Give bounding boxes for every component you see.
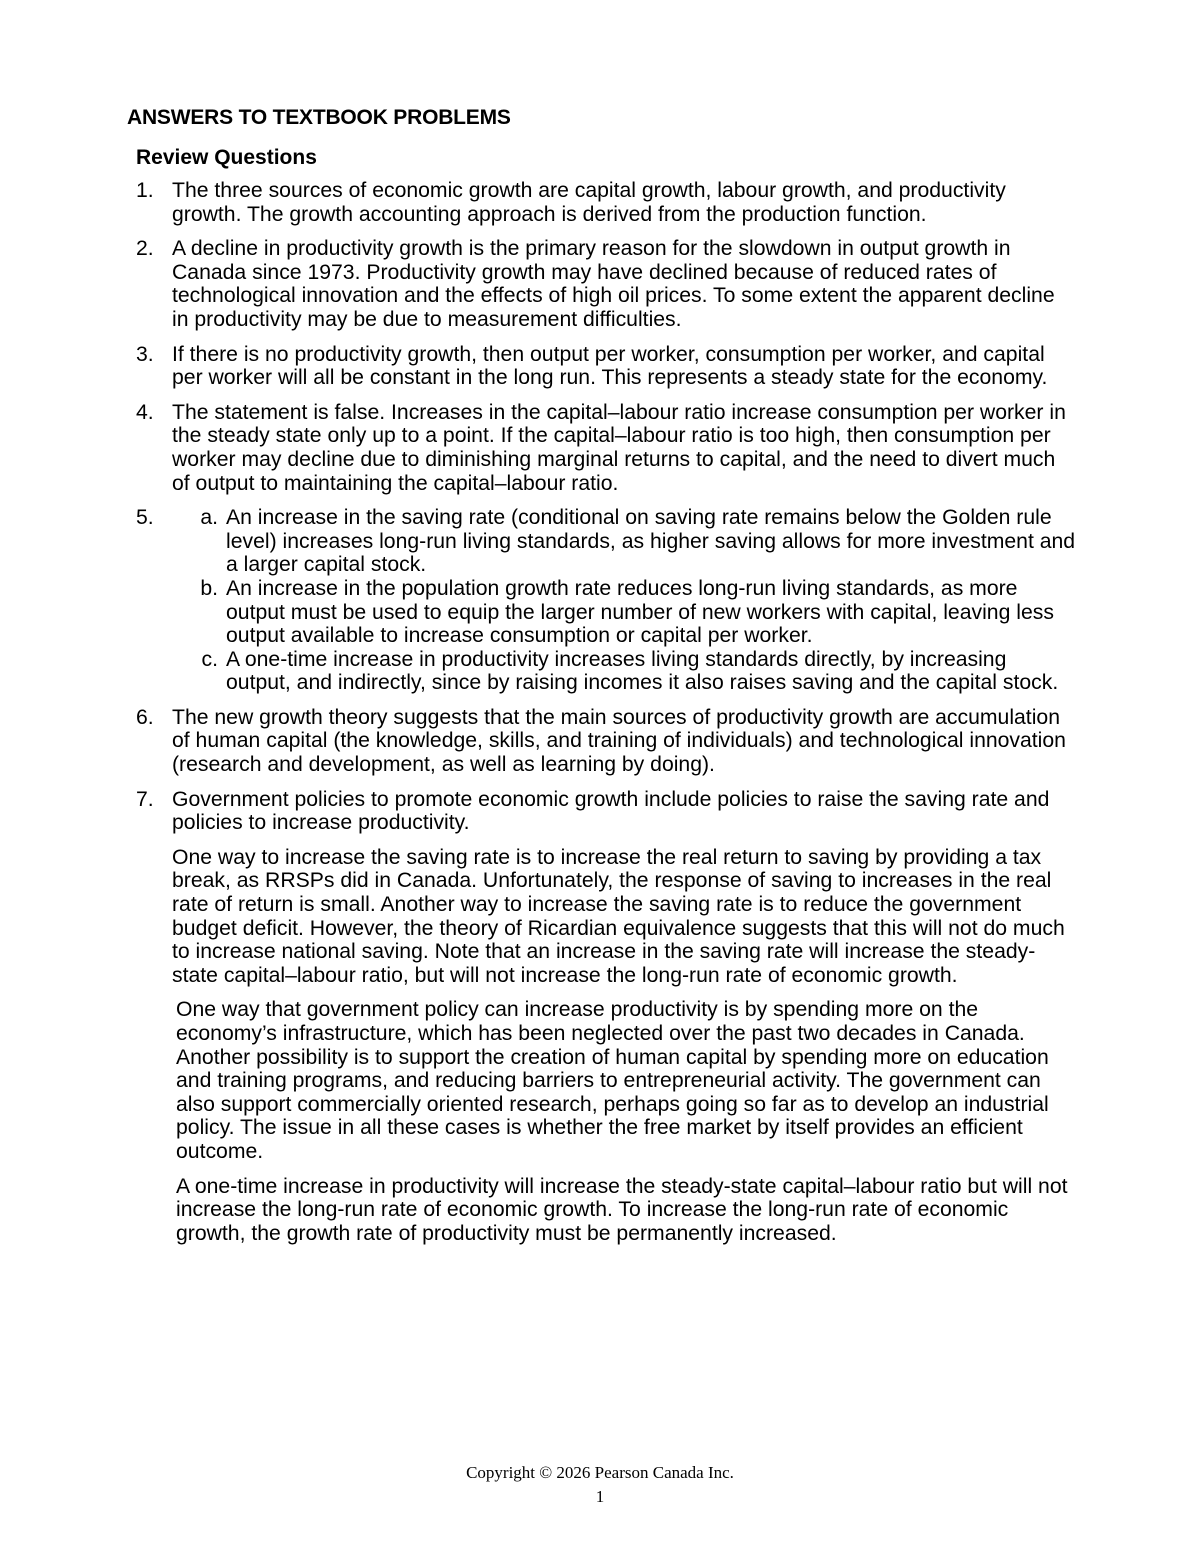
- sub-list-item: [172, 577, 1076, 648]
- sub-item-letter: a.: [200, 506, 218, 530]
- item-text: The statement is false. Increases in the capital–labour ratio increase consumption per worker in the steady state only up to a point. If the capital–labour ratio is too high, then consumption per worker may decline due to diminishing marginal returns to capital, and the need to divert much of output to maintaining the capital–labour ratio.: [172, 400, 1066, 495]
- list-item: [136, 343, 1076, 390]
- item-number: 3.: [136, 342, 154, 366]
- sub-item-text: An increase in the population growth rate reduces long-run living standards, as more output must be used to equip the larger number of new workers with capital, leaving less output available to increase consumption or capital per worker.: [226, 576, 1054, 648]
- sub-list: [172, 506, 1076, 695]
- item-number: 1.: [136, 179, 154, 202]
- item-text: If there is no productivity growth, then output per worker, consumption per worker, and capital per worker will all be constant in the long run. This represents a steady state for the economy.: [172, 342, 1048, 390]
- section-heading: Review Questions: [136, 146, 317, 169]
- document-heading: ANSWERS TO TEXTBOOK PROBLEMS: [127, 106, 511, 129]
- sub-item-text: An increase in the saving rate (conditional on saving rate remains below the Golden rule level) increases long-run living standards, as higher saving allows for more investment and a larger capital stock.: [226, 506, 1076, 577]
- item-number: 6.: [136, 705, 154, 729]
- list-item: [136, 237, 1076, 331]
- list-item: [136, 401, 1076, 495]
- copyright-notice: Copyright © 2026 Pearson Canada Inc.: [466, 1463, 734, 1482]
- item-number: 5.: [136, 506, 154, 530]
- paragraph-one-time-increase: A one-time increase in productivity will increase the steady-state capital–labour ratio but will not increase the long-run rate of economic growth. To increase the long-run rate of economic growth, the growth rate of productivity must be permanently increased.: [176, 1174, 1068, 1245]
- item-number: 2.: [136, 237, 154, 261]
- page-number: 1: [595, 1487, 605, 1506]
- sub-list-item: [172, 648, 1076, 695]
- paragraph-productivity-policy: One way that government policy can increase productivity is by spending more on the economy’s infrastructure, which has been neglected over the past two decades in Canada. Another possibility is to support the creation of human capital by spending more on education and training programs, and reducing barriers to entrepreneurial activity. The government can also support commercially oriented research, perhaps going so far as to develop an industrial policy. The issue in all these cases is whether the free market by itself provides an efficient outcome.: [176, 998, 1049, 1163]
- list-item: [136, 506, 1076, 695]
- answers-list: [136, 179, 1076, 1256]
- list-item: [136, 788, 1076, 835]
- list-item: [136, 179, 1076, 226]
- item-number: 4.: [136, 400, 154, 424]
- item-text: Government policies to promote economic growth include policies to raise the saving rate and policies to increase productivity.: [172, 787, 1050, 835]
- paragraph-saving-rate: One way to increase the saving rate is to increase the real return to saving by providing a tax break, as RRSPs did in Canada. Unfortunately, the response of saving to increases in the real rate of return is small. Another way to increase the saving rate is to reduce the government budget deficit. However, the theory of Ricardian equivalence suggests that this will not do much to increase national saving. Note that an increase in the saving rate will increase the steady-state capital–labour ratio, but will not increase the long-run rate of economic growth.: [172, 845, 1065, 987]
- item-text: A decline in productivity growth is the primary reason for the slowdown in output growth in Canada since 1973. Productivity growth may have declined because of reduced rates of technological innovation and the effects of high oil prices. To some extent the apparent decline in productivity may be due to measurement difficulties.: [172, 237, 1055, 331]
- list-item: [136, 706, 1076, 777]
- item-text: The three sources of economic growth are capital growth, labour growth, and productivity growth. The growth accounting approach is derived from the production function.: [172, 179, 1006, 226]
- item-number: 7.: [136, 787, 154, 811]
- sub-item-letter: b.: [200, 576, 218, 600]
- sub-item-letter: c.: [201, 647, 218, 671]
- sub-list-item: [172, 506, 1076, 577]
- sub-item-text: A one-time increase in productivity increases living standards directly, by increasing output, and indirectly, since by raising incomes it also raises saving and the capital stock.: [226, 647, 1059, 695]
- item-text: The new growth theory suggests that the main sources of productivity growth are accumulation of human capital (the knowledge, skills, and training of individuals) and technological innovation (research and development, as well as learning by doing).: [172, 705, 1066, 777]
